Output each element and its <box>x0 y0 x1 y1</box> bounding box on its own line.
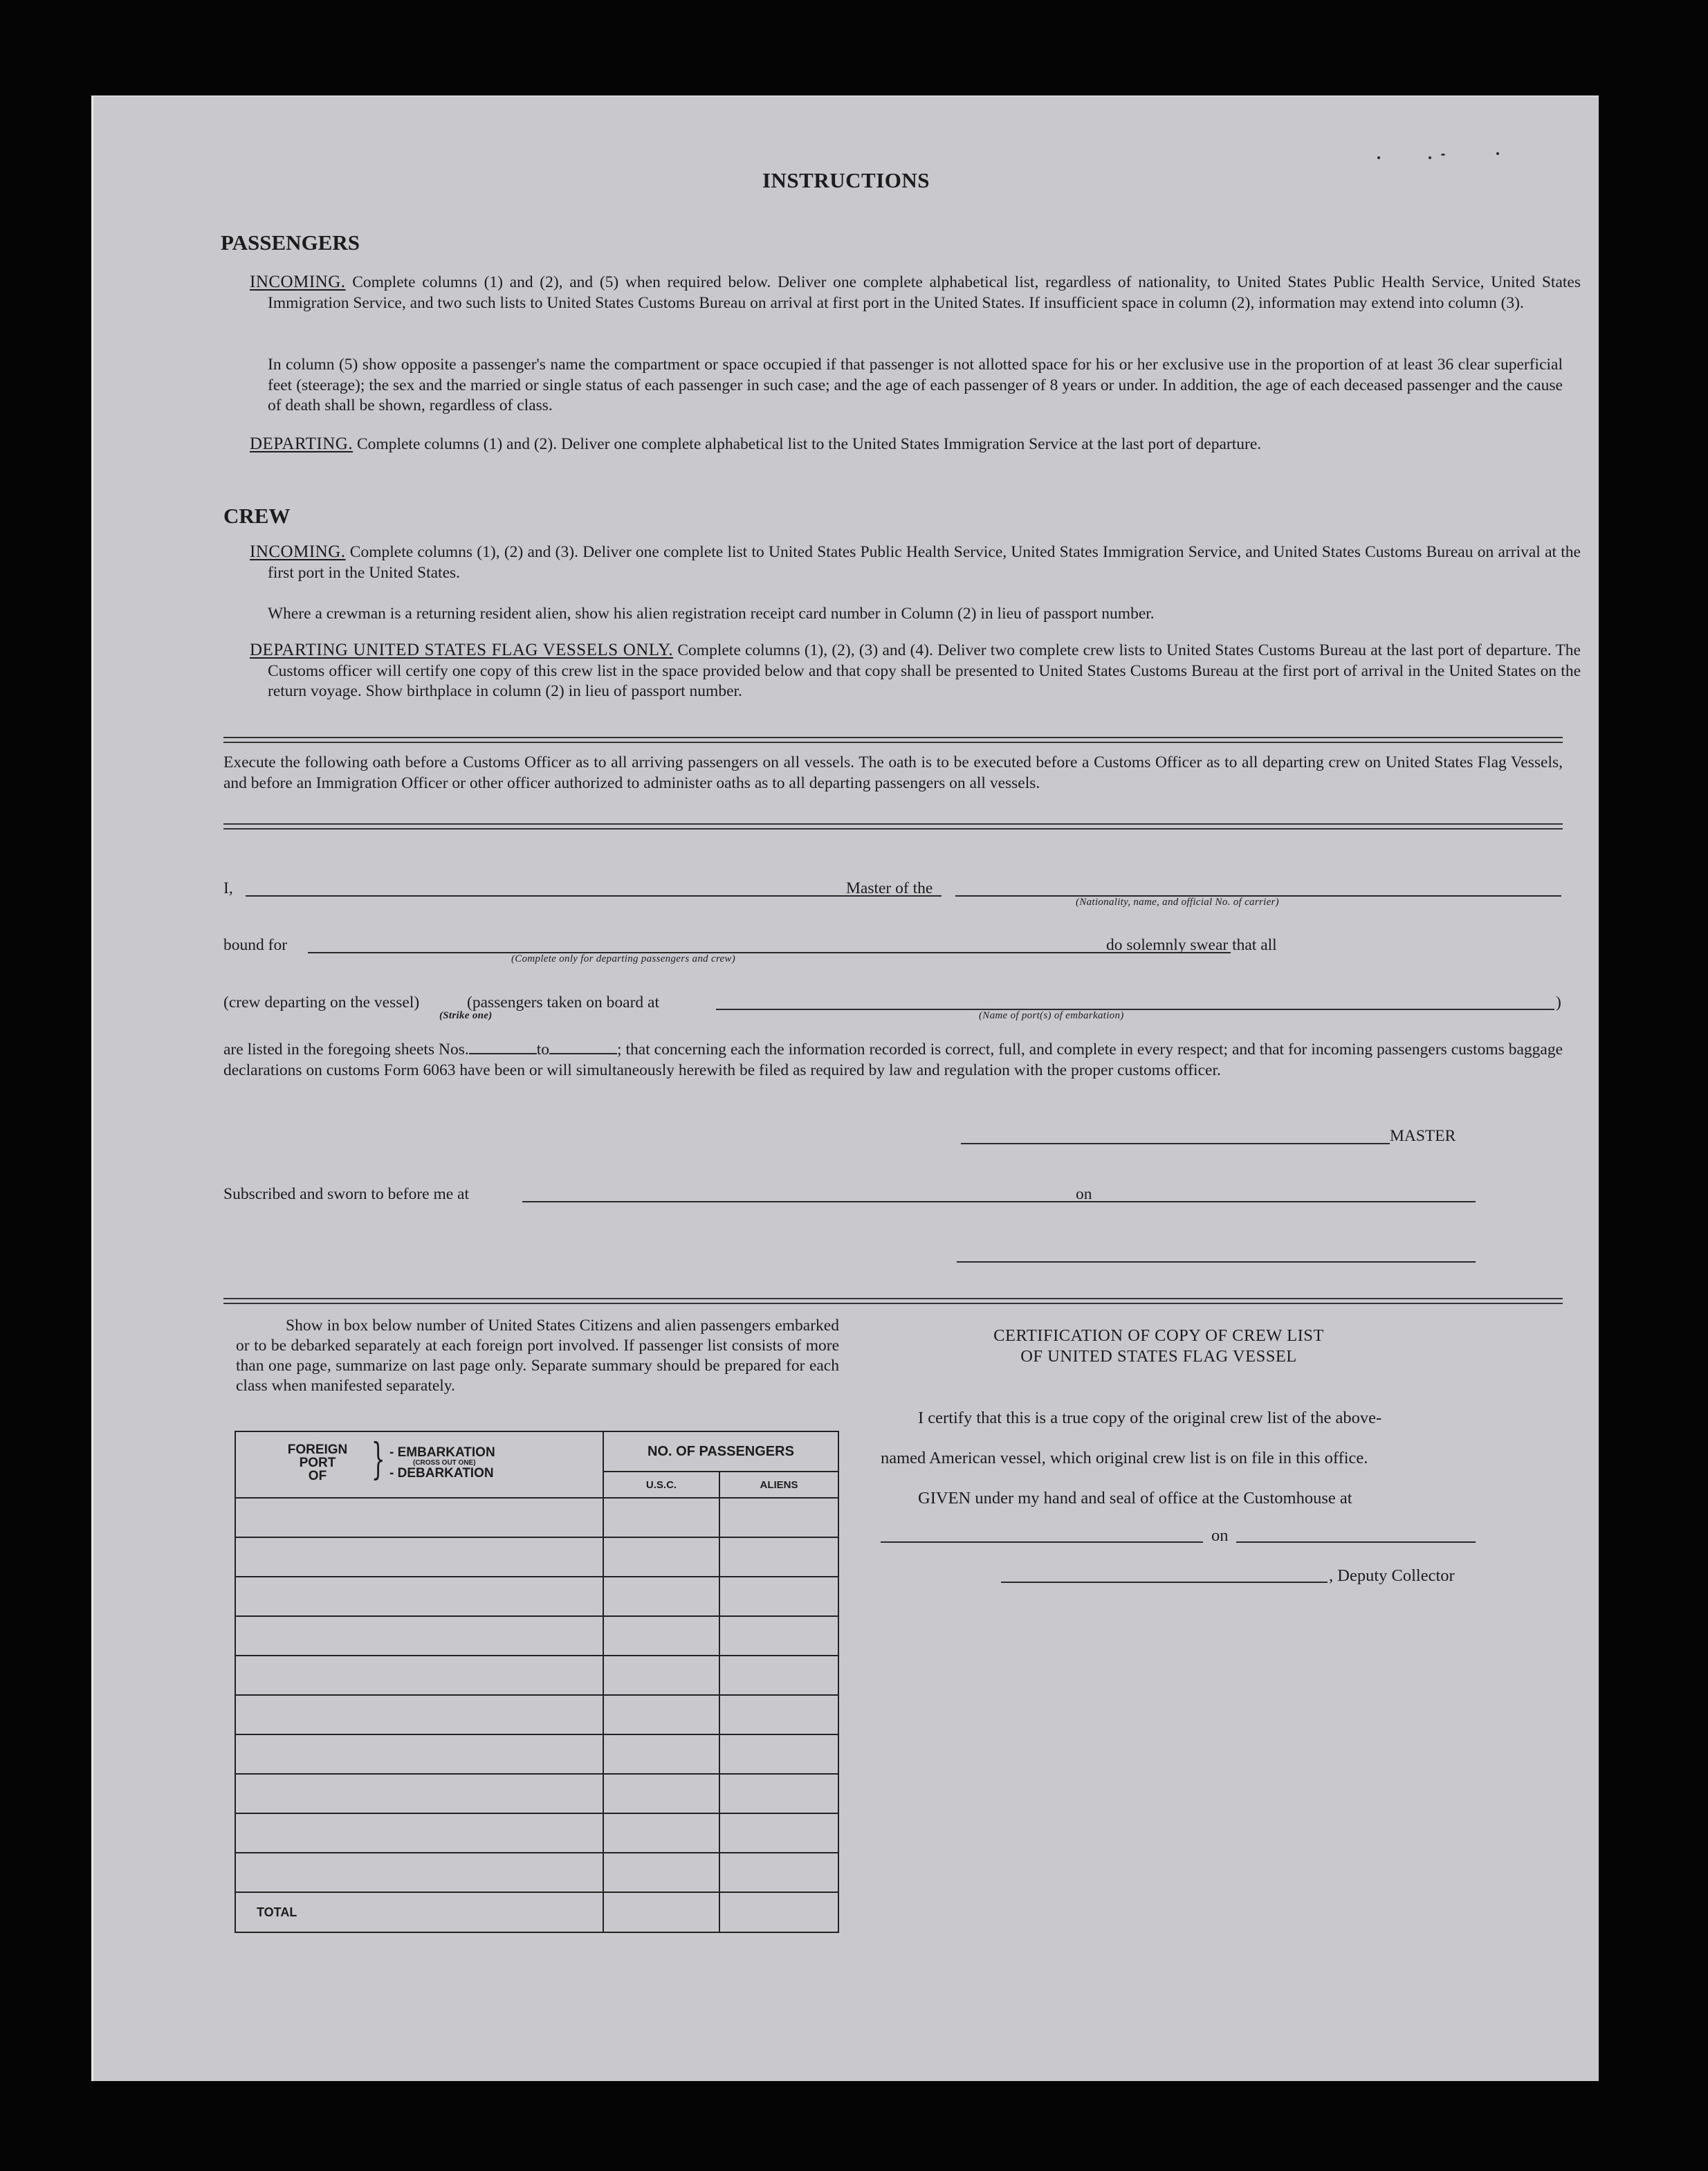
certify-line1: I certify that this is a true copy of the original crew list of the above- <box>918 1409 1382 1427</box>
sheet-from-field[interactable] <box>469 1041 537 1054</box>
bound-for-field[interactable] <box>308 952 1231 953</box>
crew-incoming-paragraph <box>250 542 1581 583</box>
crew-resident-alien-paragraph: Where a crewman is a returning resident alien, show his alien registration receipt card number in Column (2) in lieu of passport number. <box>268 605 1155 623</box>
table-row <box>235 1853 838 1892</box>
speck <box>1496 152 1499 155</box>
usc-cell[interactable] <box>603 1656 719 1695</box>
passengers-incoming-lead: INCOMING. <box>250 273 346 291</box>
subscribed-label: Subscribed and sworn to before me at <box>223 1185 470 1203</box>
aliens-cell[interactable] <box>719 1734 838 1774</box>
table-row <box>235 1577 838 1616</box>
cert-date-field[interactable] <box>1236 1541 1476 1543</box>
table-row <box>235 1616 838 1656</box>
usc-cell[interactable] <box>603 1774 719 1813</box>
port-cell[interactable] <box>235 1656 603 1695</box>
aliens-cell[interactable] <box>719 1774 838 1813</box>
master-label: MASTER <box>1390 1127 1456 1145</box>
header-foreign: FOREIGN <box>287 1442 348 1457</box>
aliens-cell[interactable] <box>719 1577 838 1616</box>
passengers-departing-lead: DEPARTING. <box>250 434 353 453</box>
usc-cell[interactable] <box>603 1853 719 1892</box>
strike-one-caption: (Strike one) <box>439 1010 493 1021</box>
port-caption: (Name of port(s) of embarkation) <box>979 1010 1124 1021</box>
passengers-incoming-text: Complete columns (1) and (2), and (5) when required below. Deliver one complete alphabetical list, regardless of nationality, to United States Public Health Service, United States Immigration Service, and two such lists to United States Customs Bureau on arrival at first port in the United States. If insufficient space in column (2), information may extend into column (3). <box>268 273 1581 312</box>
oath-listed-to: to <box>536 1041 550 1059</box>
usc-cell[interactable] <box>603 1734 719 1774</box>
crew-departing-paragraph <box>250 640 1581 702</box>
table-row <box>235 1656 838 1695</box>
usc-total-cell[interactable] <box>603 1892 719 1932</box>
crew-incoming-text: Complete columns (1), (2) and (3). Deliver one complete list to United States Public Health Service, United States Immigration Service, and United States Customs Bureau on arrival at the first port in the United States. <box>268 543 1581 582</box>
brace-icon: } <box>371 1433 385 1484</box>
usc-cell[interactable] <box>603 1577 719 1616</box>
oath-listed-a: are listed in the foregoing sheets Nos. <box>223 1041 469 1059</box>
passengers-heading: PASSENGERS <box>221 230 360 255</box>
speck <box>1429 156 1431 159</box>
customhouse-field[interactable] <box>881 1541 1203 1543</box>
deputy-signature-field[interactable] <box>1001 1582 1328 1583</box>
aliens-total-cell[interactable] <box>719 1892 838 1932</box>
certify-line2: named American vessel, which original crew list is on file in this office. <box>881 1449 1368 1467</box>
oath-passengers-taken: (passengers taken on board at <box>467 993 659 1011</box>
aliens-cell[interactable] <box>719 1656 838 1695</box>
usc-cell[interactable] <box>603 1616 719 1656</box>
usc-cell[interactable] <box>603 1813 719 1853</box>
passengers-column5-paragraph: In column (5) show opposite a passenger's name the compartment or space occupied if that passenger is not allotted space for his or her exclusive use in the proportion of at least 36 clear superficial feet (steerage); the sex and the married or single status of each passenger in such case; and the age of each passenger of 8 years or under. In addition, the age of each deceased passenger and the cause of death shall be shown, regardless of class. <box>268 356 1563 414</box>
usc-cell[interactable] <box>603 1537 719 1577</box>
table-row <box>235 1498 838 1537</box>
usc-cell[interactable] <box>603 1695 719 1734</box>
crew-departing-lead: DEPARTING UNITED STATES FLAG VESSELS ONLY. <box>250 641 674 659</box>
header-of: OF <box>308 1469 327 1483</box>
summary-intro: Show in box below number of United States Citizens and alien passengers embarked or to be debarked separately at each foreign port involved. If passenger list consists of more than one page, summarize on last page only. Separate summary should be prepared for each class when manifested separately. <box>236 1317 839 1395</box>
table-row <box>235 1813 838 1853</box>
table-row <box>235 1734 838 1774</box>
sworn-place-field[interactable] <box>522 1201 1156 1202</box>
header-debarkation: - DEBARKATION <box>389 1466 494 1481</box>
oath-bound-for: bound for <box>223 936 288 954</box>
oath-listed-paragraph <box>223 1040 1563 1081</box>
header-usc: U.S.C. <box>603 1472 719 1498</box>
port-cell[interactable] <box>235 1853 603 1892</box>
total-label: TOTAL <box>235 1892 603 1932</box>
oath-crew-departing: (crew departing on the vessel) <box>223 993 420 1011</box>
oath-master-of-the: Master of the <box>846 879 933 897</box>
speck <box>1377 156 1380 159</box>
given-line: GIVEN under my hand and seal of office at the Customhouse at <box>918 1489 1352 1508</box>
nationality-caption: (Nationality, name, and official No. of carrier) <box>1076 897 1279 908</box>
aliens-cell[interactable] <box>719 1616 838 1656</box>
port-cell[interactable] <box>235 1774 603 1813</box>
aliens-cell[interactable] <box>719 1537 838 1577</box>
sworn-on-label: on <box>1076 1185 1092 1203</box>
form-sheet <box>91 95 1599 2081</box>
port-cell[interactable] <box>235 1813 603 1853</box>
crew-heading: CREW <box>223 504 291 528</box>
port-cell[interactable] <box>235 1734 603 1774</box>
aliens-cell[interactable] <box>719 1813 838 1853</box>
aliens-cell[interactable] <box>719 1498 838 1537</box>
crew-departing-text: Complete columns (1), (2), (3) and (4). Deliver two complete crew lists to United States Customs Bureau at the last port of departure. The Customs officer will certify one copy of this crew list in the space provided below and that copy shall be presented to United States Customs Bureau at the first port of arrival in the United States on the return voyage. Show birthplace in column (2) in lieu of passport number. <box>268 641 1581 700</box>
cert-on-label: on <box>1211 1526 1229 1545</box>
header-cross-out: (CROSS OUT ONE) <box>413 1459 476 1467</box>
table-row <box>235 1695 838 1734</box>
divider-double <box>223 737 1563 743</box>
port-cell[interactable] <box>235 1616 603 1656</box>
oath-intro-paragraph: Execute the following oath before a Customs Officer as to all arriving passengers on all vessels. The oath is to be executed before a Customs Officer as to all departing crew on United States Flag Vessels, and before an Immigration Officer or other officer authorized to administer oaths as to all departing passengers on all vessels. <box>223 753 1563 792</box>
header-no-passengers: NO. OF PASSENGERS <box>603 1431 838 1472</box>
divider-double <box>223 823 1563 830</box>
master-name-field[interactable] <box>246 895 942 897</box>
page-title: INSTRUCTIONS <box>762 168 930 192</box>
master-signature-field[interactable] <box>961 1143 1390 1144</box>
certification-title-line1: CERTIFICATION OF COPY OF CREW LIST <box>993 1326 1324 1345</box>
aliens-cell[interactable] <box>719 1695 838 1734</box>
sheet-to-field[interactable] <box>549 1041 617 1054</box>
passengers-incoming-paragraph <box>250 272 1581 313</box>
certification-title-line2: OF UNITED STATES FLAG VESSEL <box>1020 1347 1297 1366</box>
port-cell[interactable] <box>235 1695 603 1734</box>
header-aliens: ALIENS <box>719 1472 838 1498</box>
usc-cell[interactable] <box>603 1498 719 1537</box>
embarkation-port-field[interactable] <box>716 1009 1554 1010</box>
certification-title <box>917 1326 1401 1367</box>
crew-incoming-lead: INCOMING. <box>250 542 346 561</box>
speck <box>1441 154 1445 156</box>
port-cell[interactable] <box>235 1537 603 1577</box>
port-cell[interactable] <box>235 1498 603 1537</box>
table-row <box>235 1537 838 1577</box>
total-row <box>235 1892 838 1932</box>
sworn-date-field[interactable] <box>1105 1201 1476 1202</box>
header-port-cell <box>235 1431 603 1498</box>
header-port: PORT <box>299 1456 336 1470</box>
oath-close-paren: ) <box>1556 993 1561 1011</box>
passengers-departing-paragraph <box>250 434 1581 455</box>
aliens-cell[interactable] <box>719 1853 838 1892</box>
deputy-collector-label: , Deputy Collector <box>1329 1566 1455 1585</box>
oath-solemnly-swear: do solemnly swear that all <box>1106 936 1277 954</box>
port-cell[interactable] <box>235 1577 603 1616</box>
header-embarkation: - EMBARKATION <box>389 1445 495 1460</box>
divider-double <box>223 1298 1563 1304</box>
oath-i-label: I, <box>223 879 233 897</box>
passengers-departing-text: Complete columns (1) and (2). Deliver one complete alphabetical list to the United States Immigration Service at the last port of departure. <box>353 435 1262 453</box>
table-row <box>235 1774 838 1813</box>
oath-listed-b: ; that concerning each the information recorded is correct, full, and complete in every respect; and that for incoming passengers customs baggage declarations on customs Form 6063 have been or will simultaneously herewith be filed as required by law and regulation with the proper customs officer. <box>223 1041 1563 1079</box>
officer-signature-field[interactable] <box>957 1261 1476 1263</box>
complete-only-caption: (Complete only for departing passengers and crew) <box>511 953 736 964</box>
passenger-summary-table <box>235 1431 839 1933</box>
